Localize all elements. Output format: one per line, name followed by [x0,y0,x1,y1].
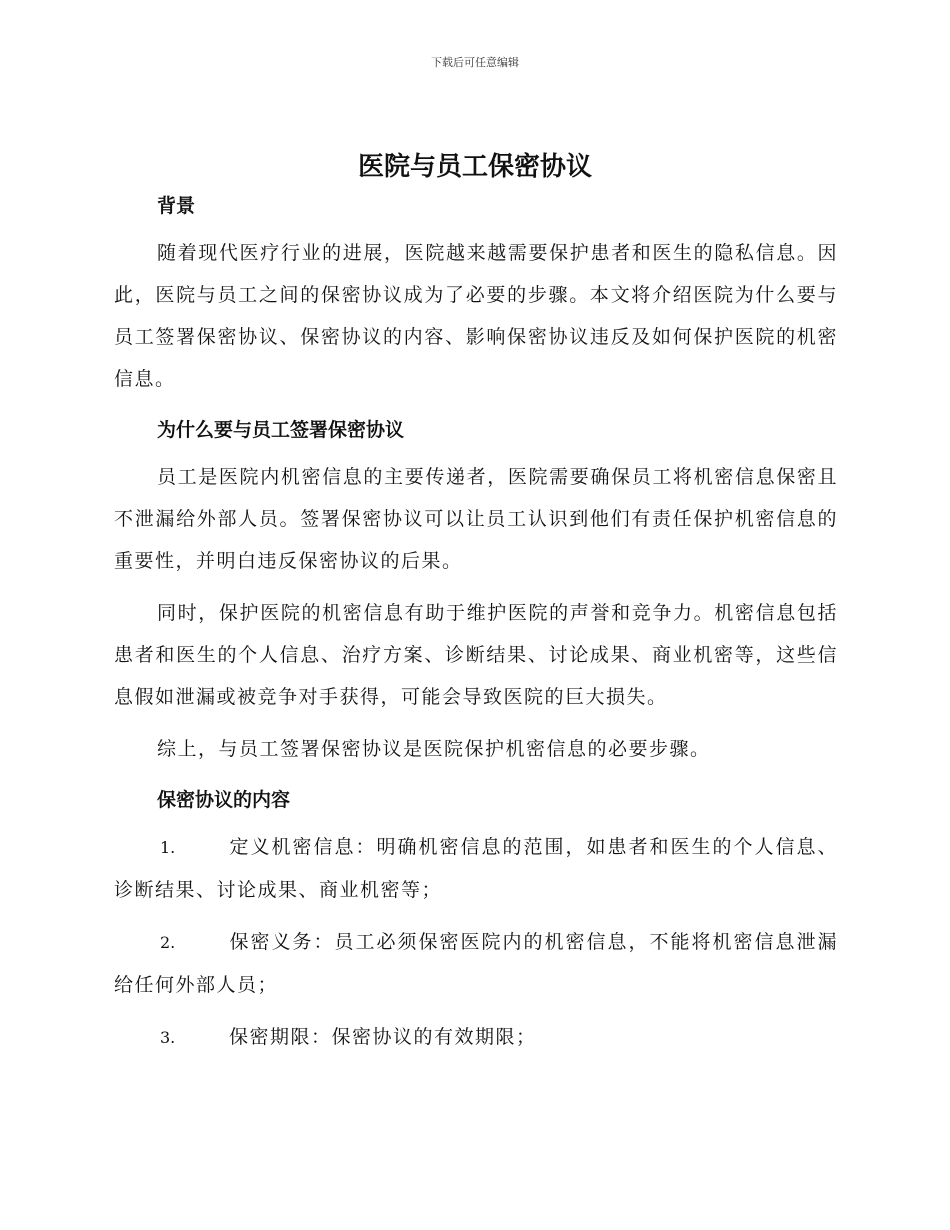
paragraph: 综上，与员工签署保密协议是医院保护机密信息的必要步骤。 [157,738,711,760]
section-heading-background: 背景 [157,195,196,217]
paragraph: 同时，保护医院的机密信息有助于维护医院的声誉和竞争力。机密信息包括患者和医生的个人信息、治疗方案、诊断结果、讨论成果、商业机密等，这些信息假如泄漏或被竞争对手获得，可能会导致医院的巨大损失。 [114,602,838,708]
list-item [114,826,838,911]
section-heading-content: 保密协议的内容 [157,789,291,811]
list-item-number: 2. [160,933,176,952]
paragraph: 随着现代医疗行业的进展，医院越来越需要保护患者和医生的隐私信息。因此，医院与员工之间的保密协议成为了必要的步骤。本文将介绍医院为什么要与员工签署保密协议、保密协议的内容、影响保密协议违反及如何保护医院的机密信息。 [114,242,838,390]
list-item-number: 1. [160,838,176,857]
list-item [114,921,838,1006]
header-note: 下载后可任意编辑 [431,56,519,69]
list-item [114,1016,838,1059]
section-heading-why: 为什么要与员工签署保密协议 [157,419,405,441]
paragraph: 员工是医院内机密信息的主要传递者，医院需要确保员工将机密信息保密且不泄漏给外部人员。签署保密协议可以让员工认识到他们有责任保护机密信息的重要性，并明白违反保密协议的后果。 [114,466,838,572]
document-body [114,186,838,1059]
list-item-text: 保密期限：保密协议的有效期限； [229,1026,537,1048]
list-item-text: 保密义务：员工必须保密医院内的机密信息，不能将机密信息泄漏给任何外部人员； [114,931,838,996]
list-item-number: 3. [160,1028,176,1047]
document-title: 医院与员工保密协议 [357,152,592,182]
list-item-text: 定义机密信息：明确机密信息的范围，如患者和医生的个人信息、诊断结果、讨论成果、商业机密等； [114,836,838,901]
